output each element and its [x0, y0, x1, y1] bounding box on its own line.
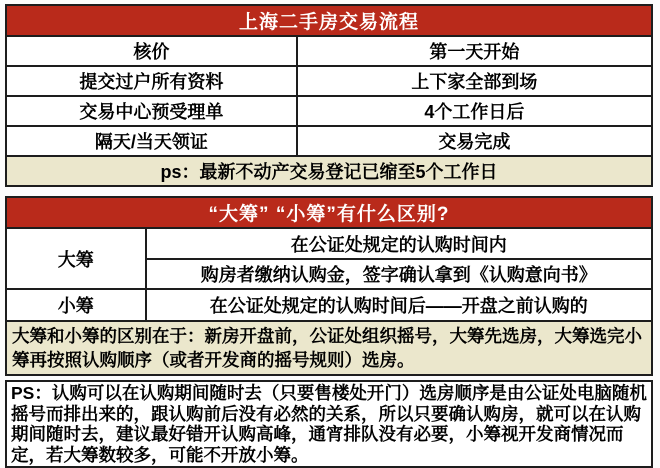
process-table	[5, 4, 653, 187]
comparison-summary-row	[6, 321, 652, 375]
ps-note-block: PS：认购可以在认购期间随时去（只要售楼处开门）选房顺序是由公证处电脑随机摇号而排出来的，跟认购前后没有必然的关系，所以只要确认购房，就可以在认购期间随时去，建议最好错开认购高峰，通宵排队没有必要，小筹视开发商情况而定，若大筹数较多，可能不开放小筹。	[5, 380, 653, 468]
process-table-header-row	[6, 5, 652, 36]
table-row	[6, 228, 652, 259]
xiaochou-desc-cell: 在公证处规定的认购时间后——开盘之前认购的	[146, 289, 652, 321]
process-note: ps：最新不动产交易登记已缩至5个工作日	[6, 156, 652, 186]
process-note-row	[6, 156, 652, 186]
dachou-desc-cell-2: 购房者缴纳认购金，签字确认拿到《认购意向书》	[146, 259, 652, 289]
step-timing-cell: 第一天开始	[297, 36, 652, 66]
step-name-cell: 提交过户所有资料	[6, 66, 297, 96]
table-row	[6, 36, 652, 66]
dachou-desc-cell-1: 在公证处规定的认购时间内	[146, 228, 652, 259]
comparison-table-title: “大筹” “小筹”有什么区别?	[6, 197, 652, 228]
step-name-cell: 核价	[6, 36, 297, 66]
xiaochou-label-cell: 小筹	[6, 289, 146, 321]
table-row	[6, 96, 652, 126]
dachou-label-cell: 大筹	[6, 228, 146, 289]
step-name-cell: 交易中心预受理单	[6, 96, 297, 126]
comparison-summary-note: 大筹和小筹的区别在于：新房开盘前，公证处组织摇号，大筹先选房，大筹选完小筹再按照认购顺序（或者开发商的摇号规则）选房。	[6, 321, 652, 375]
step-timing-cell: 交易完成	[297, 126, 652, 156]
comparison-table	[5, 196, 653, 376]
table-row	[6, 66, 652, 96]
table-row	[6, 126, 652, 156]
table-row	[6, 289, 652, 321]
step-timing-cell: 4个工作日后	[297, 96, 652, 126]
step-timing-cell: 上下家全部到场	[297, 66, 652, 96]
process-table-title: 上海二手房交易流程	[6, 5, 652, 36]
comparison-table-header-row	[6, 197, 652, 228]
step-name-cell: 隔天/当天领证	[6, 126, 297, 156]
